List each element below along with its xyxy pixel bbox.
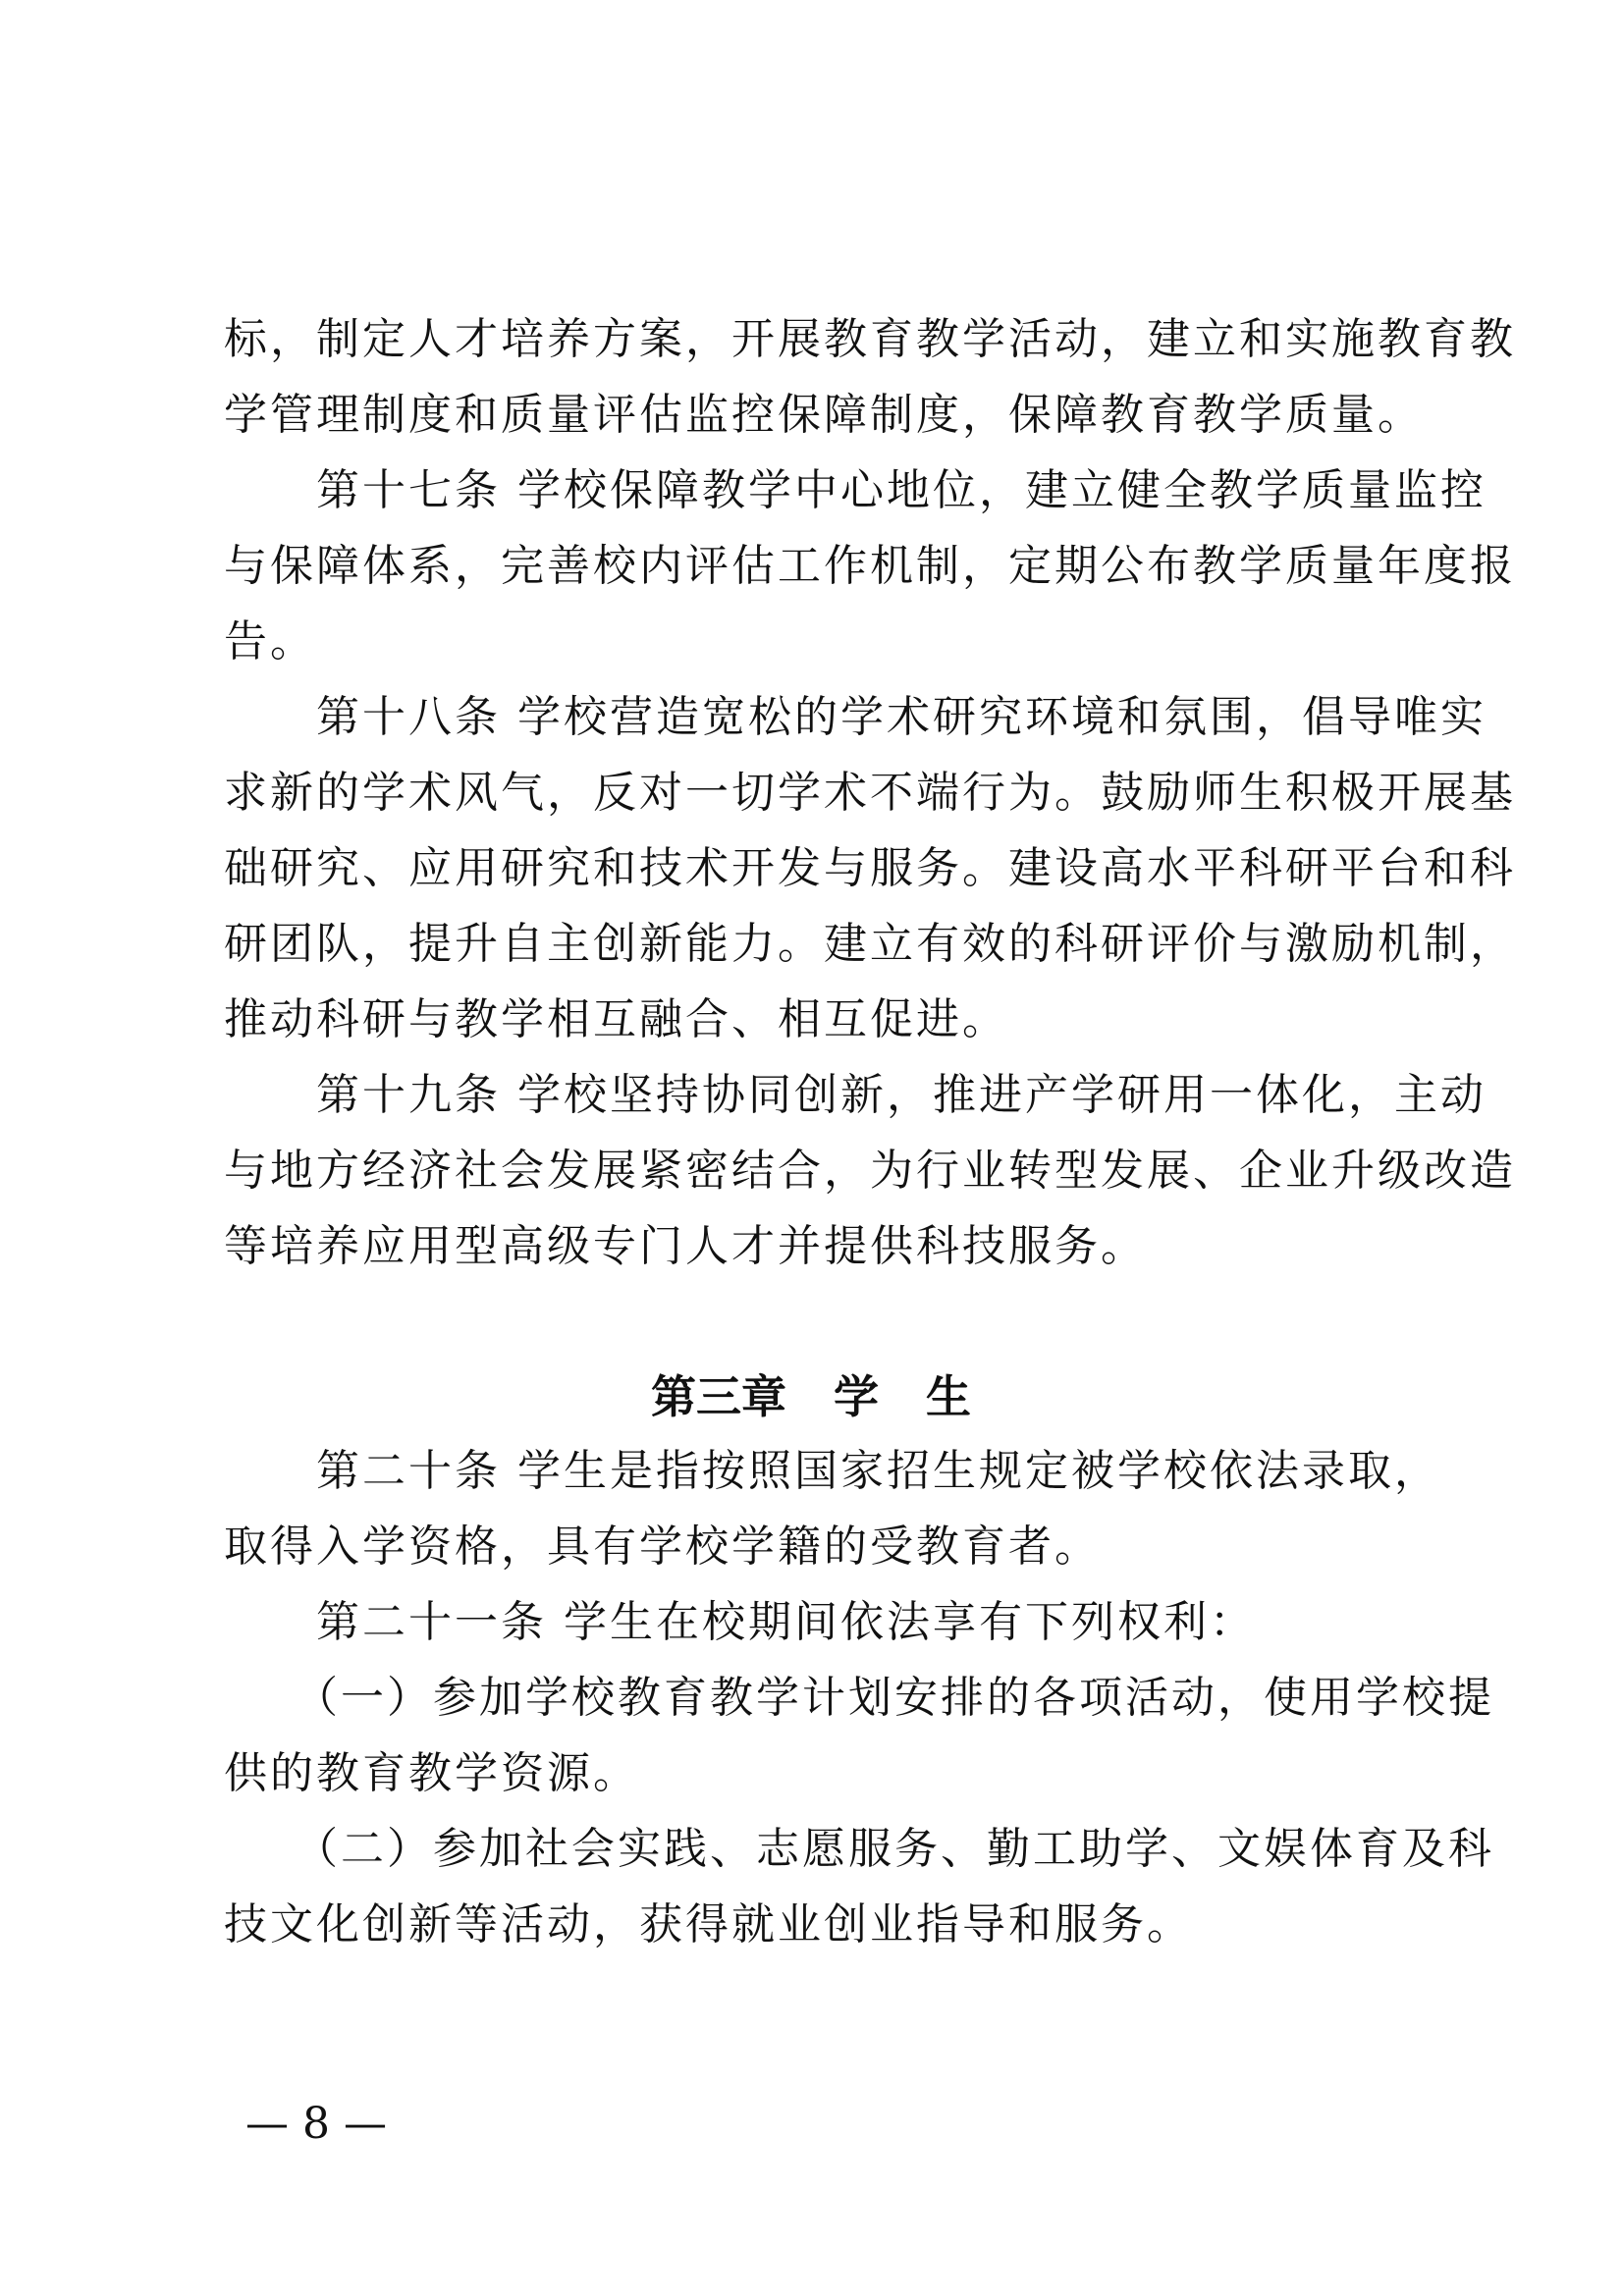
body-line: 第十七条 学校保障教学中心地位，建立健全教学质量监控 <box>224 465 1487 515</box>
body-line: 第十八条 学校营造宽松的学术研究环境和氛围，倡导唯实 <box>224 692 1487 742</box>
body-line: 取得入学资格，具有学校学籍的受教育者。 <box>224 1522 1101 1572</box>
body-line: 等培养应用型高级专门人才并提供科技服务。 <box>224 1221 1147 1271</box>
body-line: 第二十条 学生是指按照国家招生规定被学校依法录取， <box>224 1446 1440 1496</box>
body-line: （二）参加社会实践、志愿服务、勤工助学、文娱体育及科 <box>224 1824 1494 1874</box>
body-line: 第二十一条 学生在校期间依法享有下列权利： <box>224 1597 1256 1647</box>
body-line: 标，制定人才培养方案，开展教育教学活动，建立和实施教育教 <box>224 314 1516 364</box>
body-line: （一）参加学校教育教学计划安排的各项活动，使用学校提 <box>224 1673 1494 1723</box>
chapter-heading: 第三章 学 生 <box>650 1370 972 1423</box>
body-line: 技文化创新等活动，获得就业创业指导和服务。 <box>224 1899 1193 1949</box>
body-line: 供的教育教学资源。 <box>224 1748 639 1798</box>
body-line: 推动科研与教学相互融合、相互促进。 <box>224 994 1008 1044</box>
body-line: 础研究、应用研究和技术开发与服务。建设高水平科研平台和科 <box>224 843 1516 893</box>
body-line: 与地方经济社会发展紧密结合，为行业转型发展、企业升级改造 <box>224 1146 1516 1196</box>
body-line: 告。 <box>224 616 316 667</box>
page-number: — 8 — <box>245 2099 387 2149</box>
body-line: 学管理制度和质量评估监控保障制度，保障教育教学质量。 <box>224 390 1424 440</box>
body-line: 与保障体系，完善校内评估工作机制，定期公布教学质量年度报 <box>224 541 1516 591</box>
body-line: 求新的学术风气，反对一切学术不端行为。鼓励师生积极开展基 <box>224 768 1516 818</box>
body-line: 研团队，提升自主创新能力。建立有效的科研评价与激励机制， <box>224 919 1516 969</box>
body-line: 第十九条 学校坚持协同创新，推进产学研用一体化，主动 <box>224 1070 1487 1120</box>
